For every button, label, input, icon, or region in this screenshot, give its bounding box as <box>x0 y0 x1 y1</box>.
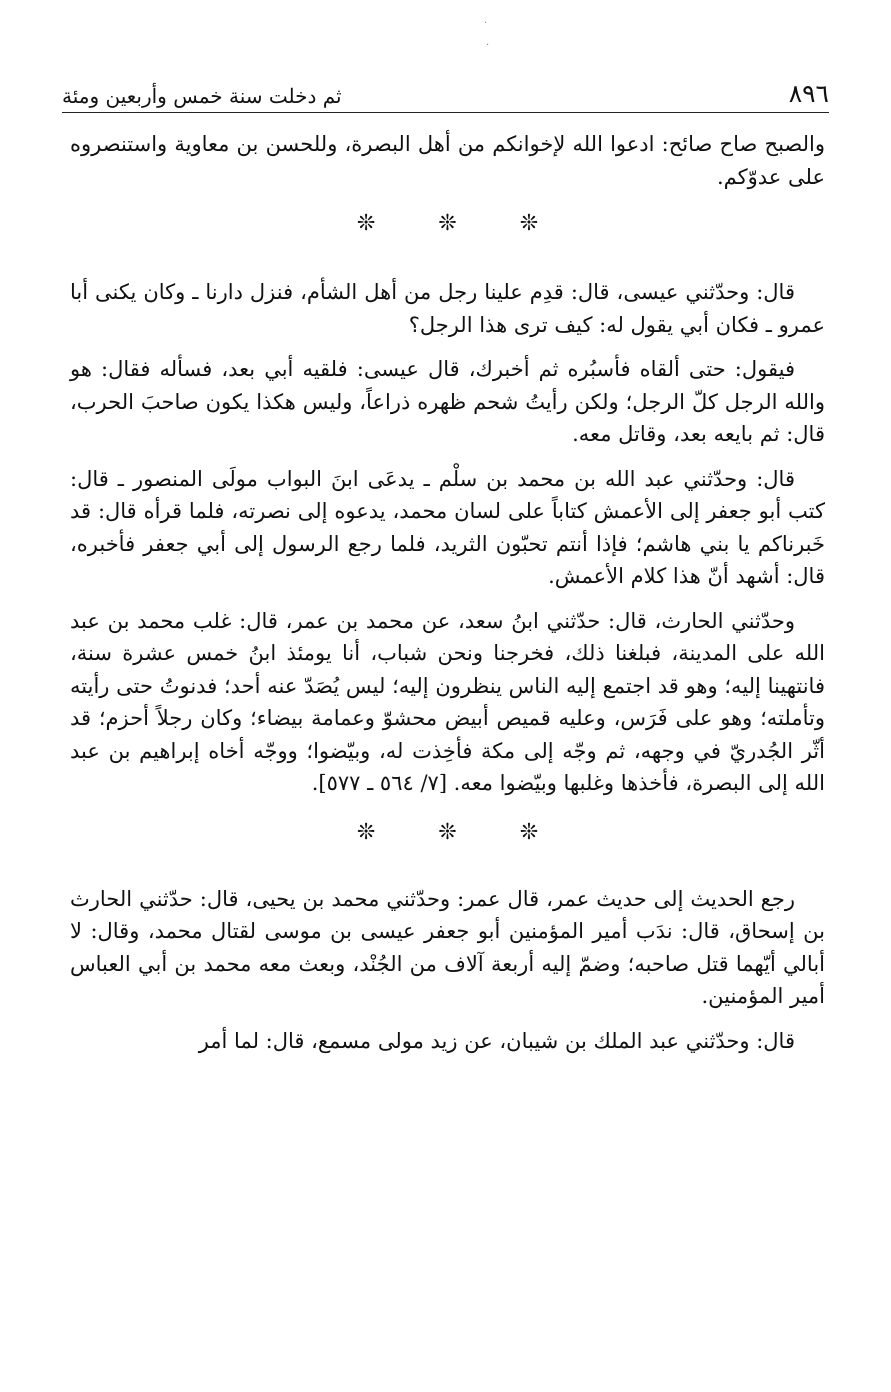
paragraph-3: فيقول: حتى ألقاه فأسبُره ثم أخبرك، قال عيسى: فلقيه أبي بعد، فسأله فقال: هو والله الرجل كلّ الرجل؛ ولكن رأيتُ شحم ظهره ذراعاً، وليس هكذا يكون صاحبَ الحرب، قال: ثم بايعه بعد، وقاتل معه. <box>70 357 825 446</box>
paragraph-2: قال: وحدّثني عيسى، قال: قدِم علينا رجل من أهل الشأم، فنزل دارنا ـ وكان يكنى أبا عمرو ـ فكان أبي يقول له: كيف ترى هذا الرجل؟ <box>70 280 825 337</box>
paragraph-5: وحدّثني الحارث، قال: حدّثني ابنُ سعد، عن محمد بن عمر، قال: غلب محمد بن عبد الله على المدينة، فبلغنا ذلك، فخرجنا ونحن شباب، أنا يومئذ ابنُ خمس عشرة سنة، فانتهينا إليه؛ وهو قد اجتمع إليه الناس ينظرون إليه؛ ليس يُصَدّ عنه أحد؛ فدنوتُ حتى رأيته وتأملته؛ وهو على فَرَس، وعليه قميص أبيض محشوّ وعمامة بيضاء؛ وكان رجلاً أحزم؛ قد أثّر الجُدريّ في وجهه، ثم وجّه إلى مكة فأخِذت له، وبيّضوا؛ ووجّه أخاه إبراهيم بن عبد الله إلى البصرة، فأخذها وغلبها وبيّضوا معه. [٧/ ٥٦٤ ـ ٥٧٧]. <box>70 608 825 795</box>
paragraph-4: قال: وحدّثني عبد الله بن محمد بن سلْم ـ يدعَى ابنَ البواب مولَى المنصور ـ قال: كتب أبو جعفر إلى الأعمش كتاباً على لسان محمد، يدعوه إلى نصرته، فلما قرأه قال: قد خَبرناكم يا بني هاشم؛ فإذا أنتم تحبّون الثريد، فلما رجع الرسول إلى أبي جعفر فأخبره، قال: أشهد أنّ هذا كلام الأعمش. <box>70 466 825 588</box>
scan-speck: · <box>484 18 488 29</box>
page-body <box>70 128 825 1069</box>
page-header <box>62 72 829 113</box>
scan-speck: · <box>486 40 490 51</box>
running-title: ثم دخلت سنة خمس وأربعين ومئة <box>62 84 342 108</box>
paragraph-6: رجع الحديث إلى حديث عمر، قال عمر: وحدّثني محمد بن يحيى، قال: حدّثني الحارث بن إسحاق، قال: ندَب أمير المؤمنين أبو جعفر عيسى بن موسى لقتال محمد، وقال: لا أبالي أيّهما قتل صاحبه؛ وضمّ إليه أربعة آلاف من الجُنْد، وبعث معه محمد بن أبي العباس أمير المؤمنين. <box>70 886 825 1008</box>
paragraph-1: والصبح صاح صائح: ادعوا الله لإخوانكم من أهل البصرة، وللحسن بن معاوية واستنصروه على عدوّكم. <box>70 132 825 189</box>
paragraph-7: قال: وحدّثني عبد الملك بن شيبان، عن زيد مولى مسمع، قال: لما أمر <box>198 1028 795 1053</box>
page-number: ٨٩٦ <box>788 79 829 108</box>
section-divider-1: ❊ ❊ ❊ <box>356 211 567 236</box>
section-divider-2: ❊ ❊ ❊ <box>356 819 567 845</box>
